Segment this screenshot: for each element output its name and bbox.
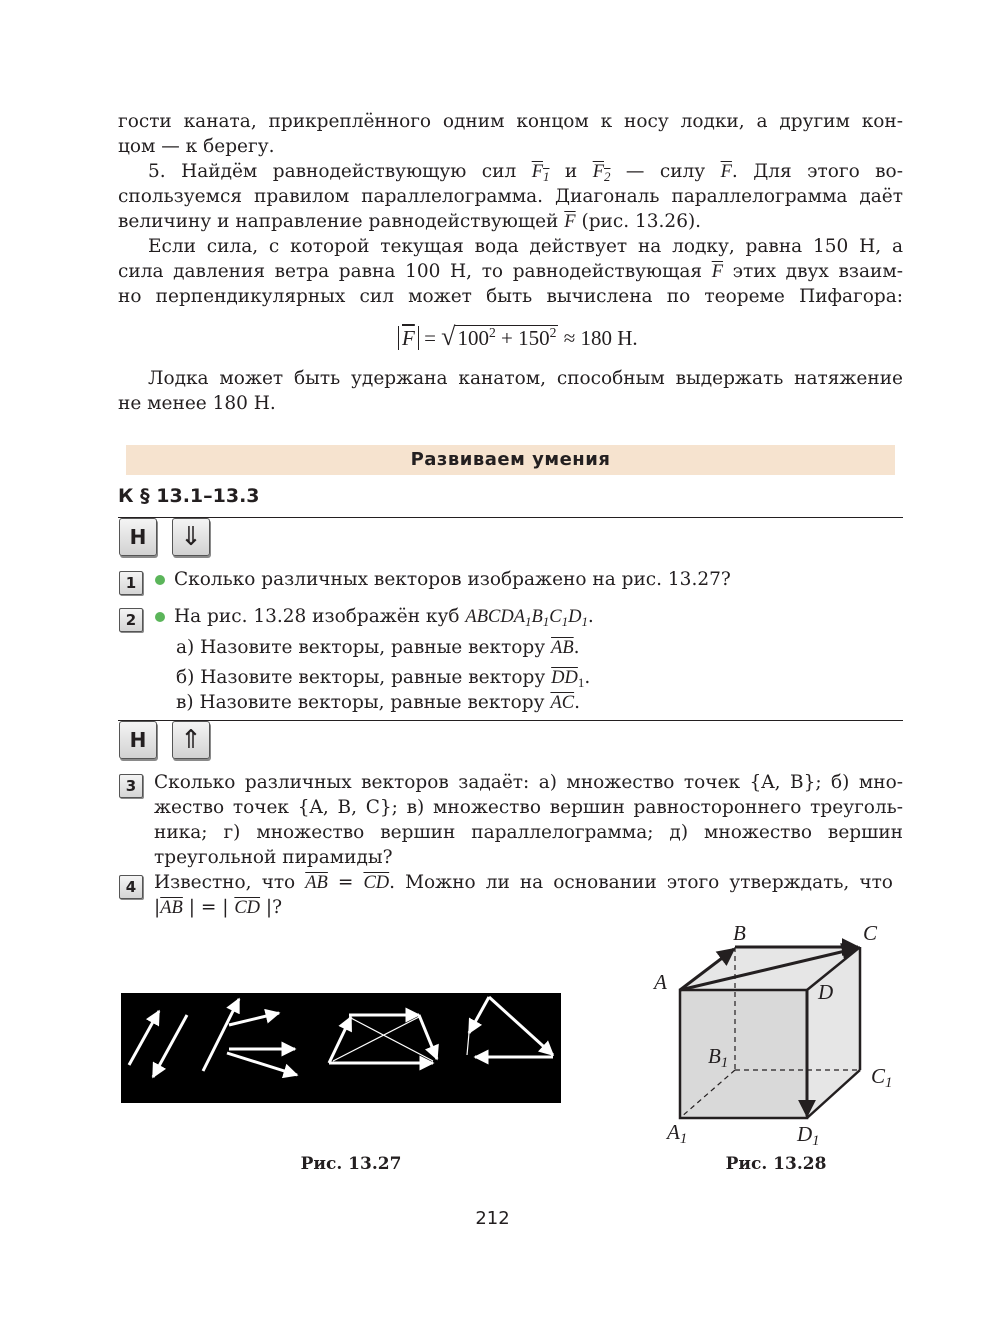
task-number: 1 <box>119 571 143 595</box>
divider <box>118 517 903 518</box>
cube-front-face <box>680 990 807 1118</box>
pythagoras-formula: $\overline{F} = √100^2 + 150^2 \approx 180$ Н. <box>398 320 638 355</box>
section-heading: К § 13.1–13.3 <box>118 485 260 507</box>
label-A1: $A_1$ <box>667 1120 688 1147</box>
level-h-badge: Н <box>119 518 157 556</box>
task-number: 2 <box>119 608 143 632</box>
text-fragment: и <box>564 161 578 182</box>
task-text-line: ника; г) множество вершин параллелограмма; д) множество вершин <box>154 822 903 843</box>
task-text-line: треугольной пирамиды? <box>154 847 393 868</box>
text-fragment: $\overline{F}$. Для этого во- <box>720 161 903 182</box>
arrow-down-icon: ⇓ <box>172 518 210 556</box>
text-fragment: 5. Найдём равнодействующую сил <box>148 161 517 182</box>
section-banner: Развиваем умения <box>126 445 895 475</box>
task-subitem: б) Назовите векторы, равные вектору $\overline{DD}_1$. <box>176 667 591 690</box>
body-text-line: сила давления ветра равна 100 Н, то равнодействующая $\overline{F}$ этих двух взаим- <box>118 261 903 282</box>
label-D1: $D_1$ <box>797 1122 820 1149</box>
body-text-line: но перпендикулярных сил может быть вычислена по теореме Пифагора: <box>118 286 903 307</box>
task-text-line: Сколько различных векторов задаёт: а) множество точек {A, B}; б) мно- <box>154 772 903 793</box>
body-text-line <box>148 159 903 185</box>
task-text-line: $|\overline{AB}$ | = | $\overline{CD}$ |? <box>154 897 283 918</box>
bullet-icon <box>155 575 165 585</box>
label-D: D <box>818 980 834 1004</box>
task-number: 3 <box>119 774 143 798</box>
label-B1: $B_1$ <box>708 1044 729 1071</box>
arrow-up-icon: ⇑ <box>172 721 210 759</box>
label-C1: $C_1$ <box>871 1064 893 1091</box>
body-text-line: Если сила, с которой текущая вода действует на лодку, равна 150 Н, а <box>148 236 903 257</box>
body-text-line: гости каната, прикреплённого одним концом к носу лодки, а другим кон- <box>118 111 903 132</box>
task-text-line: жество точек {A, B, C}; в) множество вершин равностороннего треуголь- <box>154 797 903 818</box>
figure-13-28 <box>640 920 920 1152</box>
task-subitem: в) Назовите векторы, равные вектору $\overline{AC}$. <box>176 692 580 713</box>
body-text-line: спользуемся правилом параллелограмма. Диагональ параллелограмма даёт <box>118 186 903 207</box>
label-B: B <box>733 921 746 945</box>
vector-f1: $F_1$ <box>531 162 550 184</box>
vector-f2: $F_2$ <box>592 162 611 184</box>
page-number: 212 <box>475 1208 510 1229</box>
formula-result: ≈ 180 Н. <box>563 326 638 350</box>
bullet-icon <box>155 612 165 622</box>
text-fragment: — силу <box>625 161 706 182</box>
task-text: На рис. 13.28 изображён куб $ABCDA_1B_1C_1D_1$. <box>174 606 594 629</box>
vector-f: $\overline{F}$ <box>720 162 732 182</box>
divider <box>118 720 903 721</box>
label-C: C <box>863 921 878 945</box>
vector-f: $\overline{F}$ <box>564 212 576 232</box>
label-A: A <box>654 970 667 994</box>
body-text-line: не менее 180 Н. <box>118 393 276 414</box>
figure-caption: Рис. 13.28 <box>725 1154 827 1174</box>
task-text: Сколько различных векторов изображено на рис. 13.27? <box>174 569 731 590</box>
task-subitem: а) Назовите векторы, равные вектору $\overline{AB}$. <box>176 637 580 658</box>
vector-f: $\overline{F}$ <box>711 262 724 282</box>
figure-background <box>121 993 561 1103</box>
figure-caption: Рис. 13.27 <box>300 1154 402 1174</box>
body-text-line: Лодка может быть удержана канатом, способным выдержать натяжение <box>148 368 903 389</box>
body-text-line: цом — к берегу. <box>118 136 275 157</box>
level-h-badge: Н <box>119 721 157 759</box>
body-text-line: величину и направление равнодействующей $\overline{F}$ (рис. 13.26). <box>118 211 702 232</box>
task-text-line: Известно, что $\overline{AB} = \overline{CD}$. Можно ли на основании этого утверждать, что <box>154 872 893 893</box>
task-number: 4 <box>119 875 143 899</box>
figure-13-27 <box>121 993 561 1103</box>
